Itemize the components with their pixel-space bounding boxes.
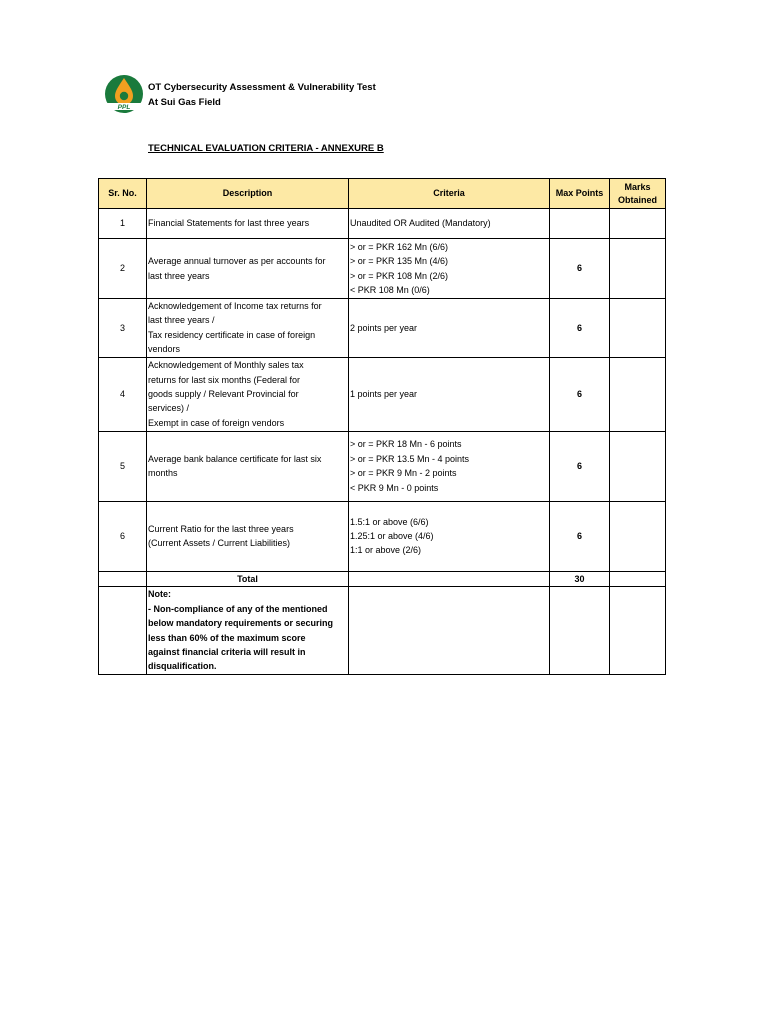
description-line: Average bank balance certificate for last six (148, 453, 322, 464)
criteria-line: < PKR 108 Mn (0/6) (350, 284, 430, 295)
cell-marks-obtained (610, 209, 666, 239)
cell-criteria (349, 431, 550, 501)
description-line: Financial Statements for last three years (148, 218, 310, 229)
description-line: last three years / (148, 315, 215, 326)
criteria-line: > or = PKR 135 Mn (4/6) (350, 256, 449, 267)
note-row (99, 587, 666, 675)
description-line: Tax residency certificate in case of foreign (148, 329, 316, 340)
col-header-max-points: Max Points (550, 179, 610, 209)
total-row (99, 571, 666, 586)
total-label: Total (147, 571, 349, 586)
cell-sr (99, 587, 147, 675)
table-row (99, 501, 666, 571)
description-line: last three years (148, 270, 210, 281)
description-line: Acknowledgement of Income tax returns for (148, 301, 322, 311)
table-row (99, 431, 666, 501)
criteria-line: 1.5:1 or above (6/6) (350, 516, 429, 527)
table-row (99, 239, 666, 299)
cell-sr: 2 (99, 239, 147, 299)
cell-criteria (349, 357, 550, 431)
cell-marks-obtained (610, 357, 666, 431)
criteria-line: 1 points per year (350, 388, 418, 399)
document-header (148, 80, 376, 110)
cell-description (147, 239, 349, 299)
cell-criteria (349, 501, 550, 571)
cell-description (147, 501, 349, 571)
cell-criteria (349, 571, 550, 586)
cell-description (147, 431, 349, 501)
note-line: against financial criteria will result in (148, 646, 306, 657)
cell-sr: 4 (99, 357, 147, 431)
note-line: disqualification. (148, 661, 217, 672)
cell-sr (99, 571, 147, 586)
cell-criteria (349, 209, 550, 239)
cell-description (147, 209, 349, 239)
description-line: vendors (148, 344, 181, 355)
description-line: Average annual turnover as per accounts for (148, 256, 326, 267)
cell-criteria (349, 587, 550, 675)
cell-max-points: 6 (550, 431, 610, 501)
description-line: (Current Assets / Current Liabilities) (148, 538, 291, 549)
cell-sr: 6 (99, 501, 147, 571)
description-line: services) / (148, 403, 190, 414)
criteria-line: > or = PKR 18 Mn - 6 points (350, 439, 462, 450)
description-line: Exempt in case of foreign vendors (148, 417, 285, 428)
description-line: Current Ratio for the last three years (148, 523, 294, 534)
svg-text:PPL: PPL (117, 104, 131, 111)
table-row (99, 357, 666, 431)
criteria-line: 2 points per year (350, 322, 418, 333)
cell-criteria (349, 299, 550, 358)
criteria-line: > or = PKR 108 Mn (2/6) (350, 270, 449, 281)
cell-sr: 5 (99, 431, 147, 501)
header-subtitle: At Sui Gas Field (148, 97, 221, 108)
col-header-marks: Marks Obtained (610, 179, 666, 209)
criteria-line: Unaudited OR Audited (Mandatory) (350, 218, 491, 229)
note-line: below mandatory requirements or securing (148, 618, 334, 629)
evaluation-table (98, 178, 666, 675)
table-header-row (99, 179, 666, 209)
cell-max-points (550, 587, 610, 675)
table-body (99, 209, 666, 675)
col-header-sr: Sr. No. (99, 179, 147, 209)
header-title: OT Cybersecurity Assessment & Vulnerability Test (148, 82, 376, 93)
note-line: less than 60% of the maximum score (148, 632, 306, 643)
cell-sr: 1 (99, 209, 147, 239)
criteria-line: > or = PKR 162 Mn (6/6) (350, 241, 449, 252)
cell-marks-obtained (610, 299, 666, 358)
section-title: TECHNICAL EVALUATION CRITERIA - ANNEXURE B (148, 143, 384, 154)
cell-criteria (349, 239, 550, 299)
description-line: Acknowledgement of Monthly sales tax (148, 360, 304, 371)
cell-description (147, 299, 349, 358)
ppl-logo (104, 74, 144, 114)
note-line: Note: (148, 589, 171, 600)
table-row (99, 299, 666, 358)
criteria-line: > or = PKR 13.5 Mn - 4 points (350, 453, 470, 464)
cell-max-points: 6 (550, 299, 610, 358)
criteria-line: < PKR 9 Mn - 0 points (350, 482, 439, 493)
description-line: goods supply / Relevant Provincial for (148, 388, 299, 399)
cell-max-points: 6 (550, 501, 610, 571)
total-points: 30 (550, 571, 610, 586)
cell-marks-obtained (610, 571, 666, 586)
col-header-criteria: Criteria (349, 179, 550, 209)
description-line: returns for last six months (Federal for (148, 374, 301, 385)
criteria-line: 1.25:1 or above (4/6) (350, 530, 434, 541)
cell-marks-obtained (610, 431, 666, 501)
cell-max-points: 6 (550, 357, 610, 431)
cell-sr: 3 (99, 299, 147, 358)
cell-max-points: 6 (550, 239, 610, 299)
cell-marks-obtained (610, 587, 666, 675)
criteria-line: > or = PKR 9 Mn - 2 points (350, 468, 457, 479)
criteria-line: 1:1 or above (2/6) (350, 545, 422, 556)
col-header-description: Description (147, 179, 349, 209)
table-row (99, 209, 666, 239)
cell-max-points (550, 209, 610, 239)
note-line: - Non-compliance of any of the mentioned (148, 603, 328, 614)
note-cell (147, 587, 349, 675)
cell-marks-obtained (610, 501, 666, 571)
cell-marks-obtained (610, 239, 666, 299)
cell-description (147, 357, 349, 431)
description-line: months (148, 468, 178, 479)
